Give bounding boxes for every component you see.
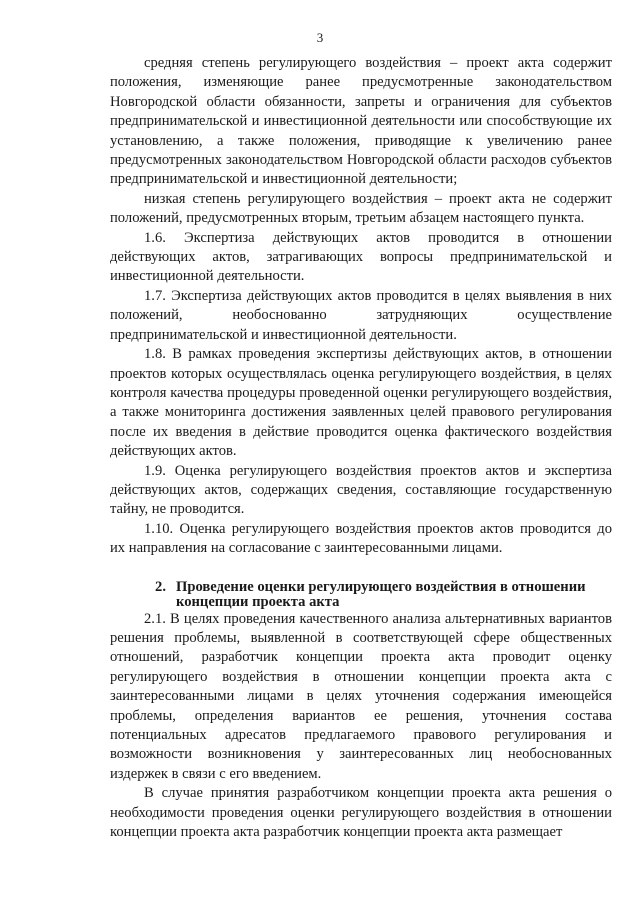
paragraph: 2.1. В целях проведения качественного анализа альтернативных вариантов решения проблемы, выявленной в соответствующей сфере общественных отношений, разработчик концепции проекта акта проводит оценку регулирующего воздействия в отношении концепции проекта акта с заинтересованными лицами в целях уточнения содержания имеющейся проблемы, определения вариантов ее решения, уточнения состава потенциальных адресатов предлагаемого правового регулирования и возможности возникновения у заинтересованных лиц необоснованных издержек в связи с его введением. [110, 610, 612, 782]
paragraph: 1.9. Оценка регулирующего воздействия проектов актов и экспертиза действующих актов, содержащих сведения, составляющие государственную тайну, не проводится. [110, 462, 612, 518]
paragraph: низкая степень регулирующего воздействия – проект акта не содержит положений, предусмотренных вторым, третьим абзацем настоящего пункта. [110, 190, 612, 227]
section-number: 2. [155, 578, 166, 595]
section-title: Проведение оценки регулирующего воздействия в отношении концепции проекта акта [176, 578, 586, 610]
paragraph: 1.6. Экспертиза действующих актов проводится в отношении действующих актов, затрагивающих вопросы предпринимательской и инвестиционной деятельности. [110, 229, 612, 285]
paragraph: В случае принятия разработчиком концепции проекта акта решения о необходимости проведения оценки регулирующего воздействия в отношении концепции проекта акта разработчик концепции проекта акта размещает [110, 785, 612, 841]
paragraph: 1.10. Оценка регулирующего воздействия проектов актов проводится до их направления на согласование с заинтересованными лицами. [110, 520, 612, 557]
section-heading [110, 580, 612, 610]
page-number: 3 [316, 30, 324, 45]
paragraph: 1.7. Экспертиза действующих актов проводится в целях выявления в них положений, необоснованно затрудняющих осуществление предпринимательской и инвестиционной деятельности. [110, 287, 612, 343]
paragraph: средняя степень регулирующего воздействия – проект акта содержит положения, изменяющие ранее предусмотренные законодательством Новгородской области обязанности, запреты и ограничения для субъектов предпринимательской и инвестиционной деятельности или способствующие их установлению, а также положения, приводящие к увеличению ранее предусмотренных законодательством Новгородской области расходов субъектов предпринимательской и инвестиционной деятельности; [110, 55, 612, 188]
document-body [110, 54, 612, 842]
paragraph: 1.8. В рамках проведения экспертизы действующих актов, в отношении проектов которых осуществлялась оценка регулирующего воздействия, в целях контроля качества процедуры проведенной оценки регулирующего воздействия, а также мониторинга достижения заявленных целей правового регулирования после их введения в действие проводится оценка фактического воздействия действующих актов. [110, 346, 612, 460]
